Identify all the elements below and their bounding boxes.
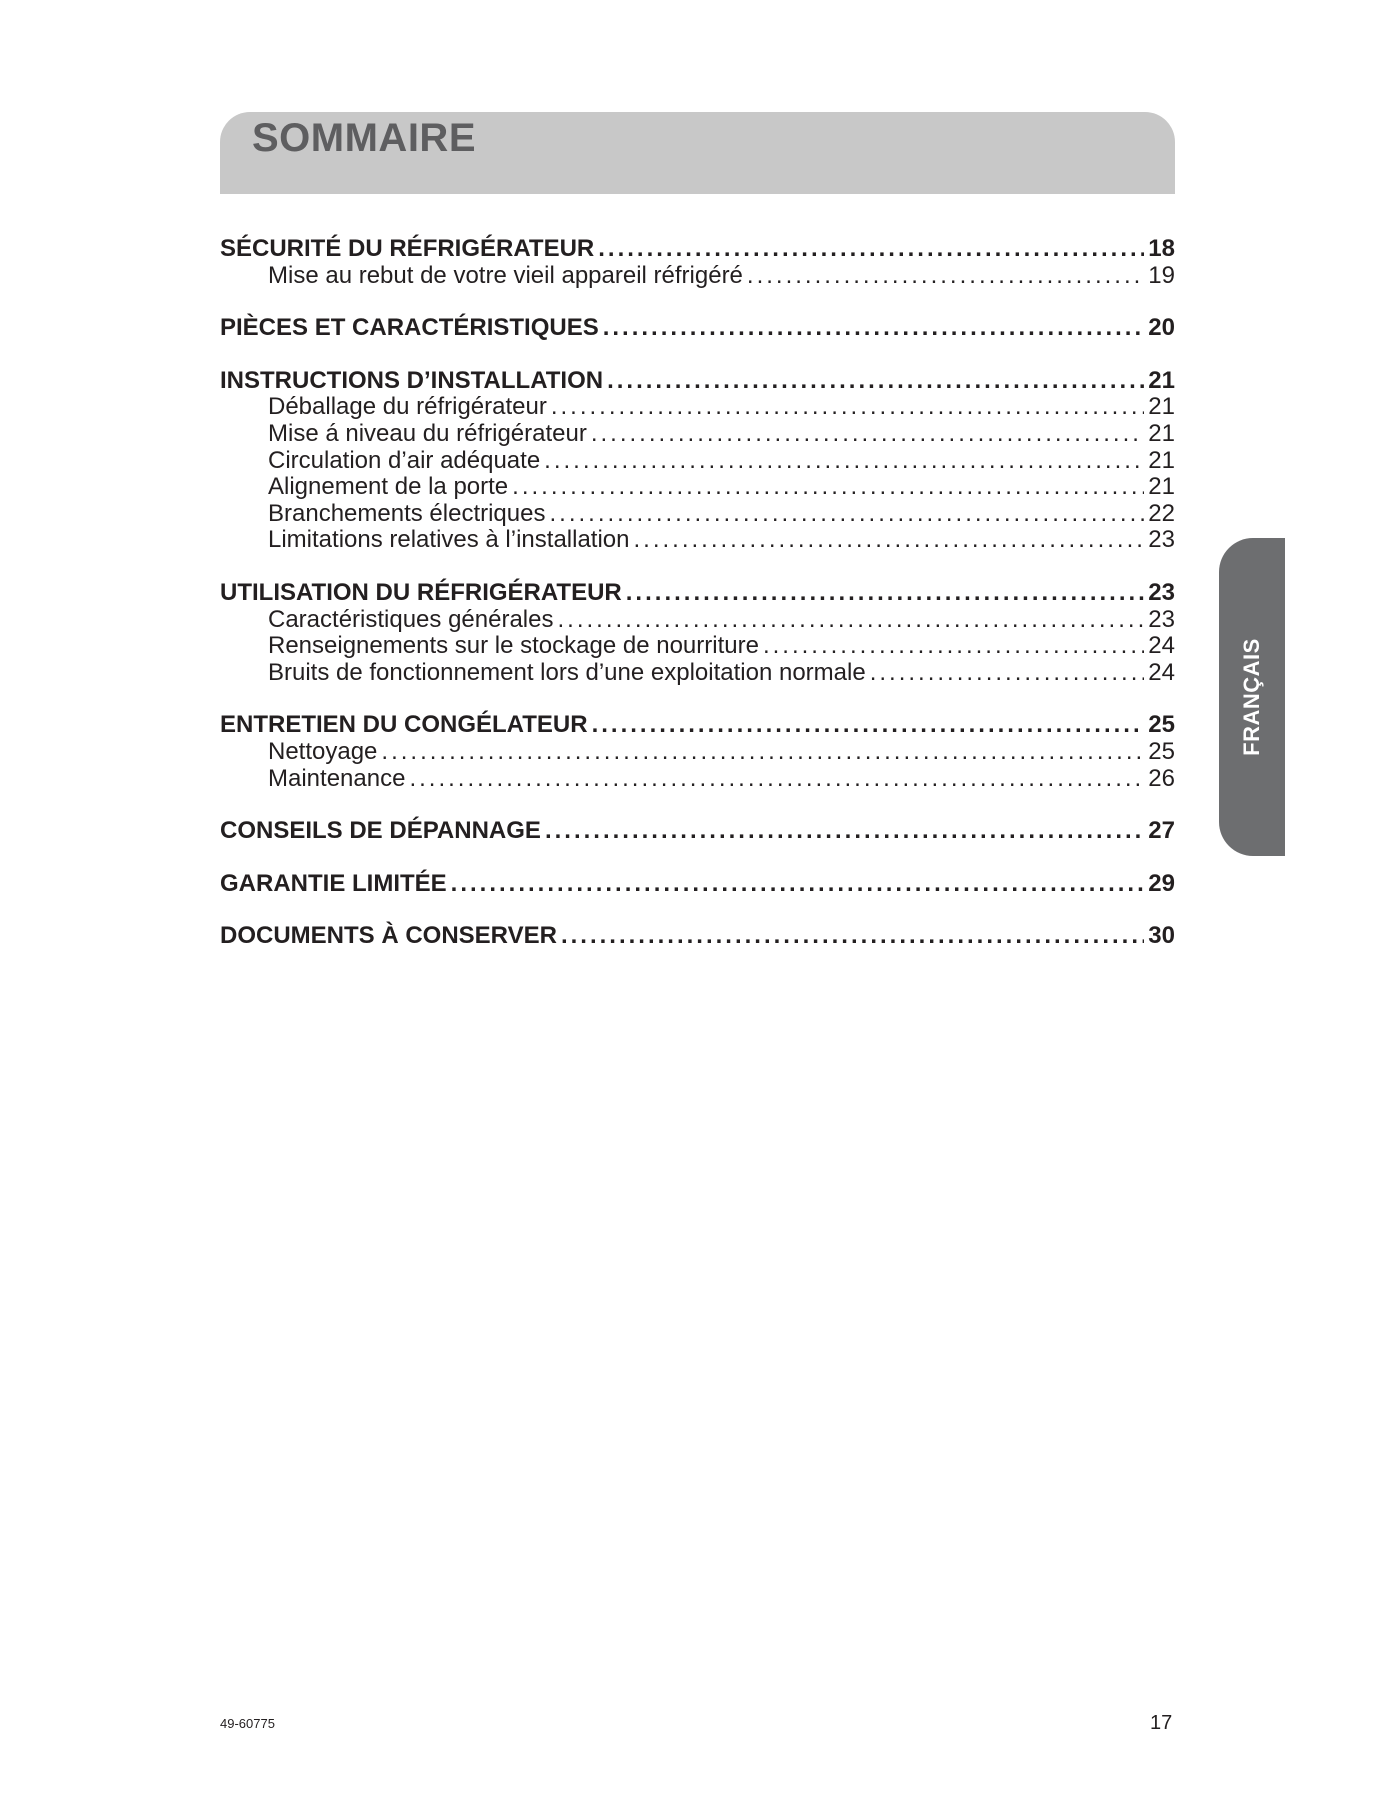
dot-leader xyxy=(549,501,1144,528)
toc-subentry[interactable] xyxy=(220,394,1175,421)
dot-leader xyxy=(512,474,1144,501)
toc-subentry-page: 23 xyxy=(1148,605,1175,633)
dot-leader xyxy=(544,448,1144,475)
toc-subentry-title: Limitations relatives à l’installation xyxy=(268,526,630,554)
toc-subentry-page: 23 xyxy=(1148,526,1175,554)
dot-leader xyxy=(592,712,1145,739)
toc-entry[interactable] xyxy=(220,315,1175,342)
toc-entry-title: GARANTIE LIMITÉE xyxy=(220,869,447,897)
toc-entry-title: ENTRETIEN DU CONGÉLATEUR xyxy=(220,711,588,739)
toc-subentry[interactable] xyxy=(220,527,1175,554)
language-tab xyxy=(1219,538,1285,856)
toc-entry[interactable] xyxy=(220,368,1175,395)
toc-entry-title: SÉCURITÉ DU RÉFRIGÉRATEUR xyxy=(220,235,595,262)
toc-entry-page: 21 xyxy=(1148,366,1175,394)
toc-subentry-title: Maintenance xyxy=(268,764,406,792)
toc-entry[interactable] xyxy=(220,871,1175,898)
toc-entry-page: 18 xyxy=(1148,235,1175,262)
toc-entry-page: 27 xyxy=(1148,817,1175,845)
toc-subentry[interactable] xyxy=(220,607,1175,634)
dot-leader xyxy=(409,766,1144,793)
dot-leader xyxy=(626,580,1145,607)
toc-subentry-page: 21 xyxy=(1148,473,1175,501)
toc-subentry-page: 21 xyxy=(1148,446,1175,474)
toc-subentry-title: Branchements électriques xyxy=(268,499,546,527)
dot-leader xyxy=(551,394,1144,421)
toc-entry[interactable] xyxy=(220,236,1175,263)
toc-subentry-page: 26 xyxy=(1148,764,1175,792)
toc-subentry-page: 24 xyxy=(1148,658,1175,686)
dot-leader xyxy=(607,368,1144,395)
toc-entry[interactable] xyxy=(220,712,1175,739)
toc-entry-title: PIÈCES ET CARACTÉRISTIQUES xyxy=(220,314,599,342)
toc-section xyxy=(220,236,1175,289)
toc-entry-page: 23 xyxy=(1148,578,1175,606)
toc-section xyxy=(220,368,1175,554)
toc-subentry[interactable] xyxy=(220,263,1175,290)
toc-entry[interactable] xyxy=(220,923,1175,950)
toc-entry-title: UTILISATION DU RÉFRIGÉRATEUR xyxy=(220,578,622,606)
toc-subentry[interactable] xyxy=(220,448,1175,475)
toc-section xyxy=(220,580,1175,686)
dot-leader xyxy=(870,660,1145,687)
toc-subentry-title: Nettoyage xyxy=(268,737,378,765)
toc-section xyxy=(220,315,1175,342)
toc-subentry[interactable] xyxy=(220,766,1175,793)
toc-entry-page: 30 xyxy=(1148,922,1175,950)
dot-leader xyxy=(545,818,1144,845)
toc-section xyxy=(220,923,1175,950)
dot-leader xyxy=(634,527,1145,554)
toc-entry-page: 25 xyxy=(1148,711,1175,739)
toc-subentry-title: Déballage du réfrigérateur xyxy=(268,393,547,421)
header-bar xyxy=(220,112,1175,194)
dot-leader xyxy=(598,236,1144,263)
toc-section xyxy=(220,712,1175,792)
dot-leader xyxy=(557,607,1144,634)
page-number: 17 xyxy=(1150,1712,1173,1734)
dot-leader xyxy=(451,871,1145,898)
dot-leader xyxy=(561,923,1144,950)
toc-entry-title: INSTRUCTIONS D’INSTALLATION xyxy=(220,366,604,394)
toc-entry-page: 20 xyxy=(1148,314,1175,342)
toc-subentry-title: Renseignements sur le stockage de nourriture xyxy=(268,632,759,660)
toc-subentry-page: 19 xyxy=(1148,261,1175,289)
toc-subentry-title: Alignement de la porte xyxy=(268,473,509,501)
toc-subentry[interactable] xyxy=(220,474,1175,501)
toc-subentry-page: 21 xyxy=(1148,393,1175,421)
toc-entry-page: 29 xyxy=(1148,869,1175,897)
toc-entry[interactable] xyxy=(220,580,1175,607)
dot-leader xyxy=(747,263,1144,290)
toc-subentry-title: Bruits de fonctionnement lors d’une exploitation normale xyxy=(268,658,866,686)
toc-subentry-page: 22 xyxy=(1148,499,1175,527)
toc-entry-title: DOCUMENTS À CONSERVER xyxy=(220,922,557,950)
toc-subentry-title: Mise au rebut de votre vieil appareil réfrigéré xyxy=(268,261,743,289)
toc-subentry-title: Mise á niveau du réfrigérateur xyxy=(268,419,587,447)
dot-leader xyxy=(591,421,1144,448)
language-tab-label: FRANÇAIS xyxy=(1239,638,1264,756)
toc-subentry[interactable] xyxy=(220,660,1175,687)
dot-leader xyxy=(381,739,1144,766)
page-title: SOMMAIRE xyxy=(252,116,476,160)
document-number: 49-60775 xyxy=(220,1716,275,1731)
toc-entry-title: CONSEILS DE DÉPANNAGE xyxy=(220,817,541,845)
toc-subentry-page: 21 xyxy=(1148,419,1175,447)
toc-subentry-page: 25 xyxy=(1148,737,1175,765)
toc-subentry-page: 24 xyxy=(1148,632,1175,660)
toc-subentry-title: Circulation d’air adéquate xyxy=(268,446,541,474)
toc-subentry[interactable] xyxy=(220,739,1175,766)
dot-leader xyxy=(603,315,1145,342)
toc-subentry[interactable] xyxy=(220,633,1175,660)
toc-entry[interactable] xyxy=(220,818,1175,845)
toc-subentry-title: Caractéristiques générales xyxy=(268,605,554,633)
dot-leader xyxy=(763,633,1144,660)
table-of-contents xyxy=(220,236,1175,976)
toc-subentry[interactable] xyxy=(220,501,1175,528)
toc-section xyxy=(220,871,1175,898)
toc-subentry[interactable] xyxy=(220,421,1175,448)
toc-section xyxy=(220,818,1175,845)
